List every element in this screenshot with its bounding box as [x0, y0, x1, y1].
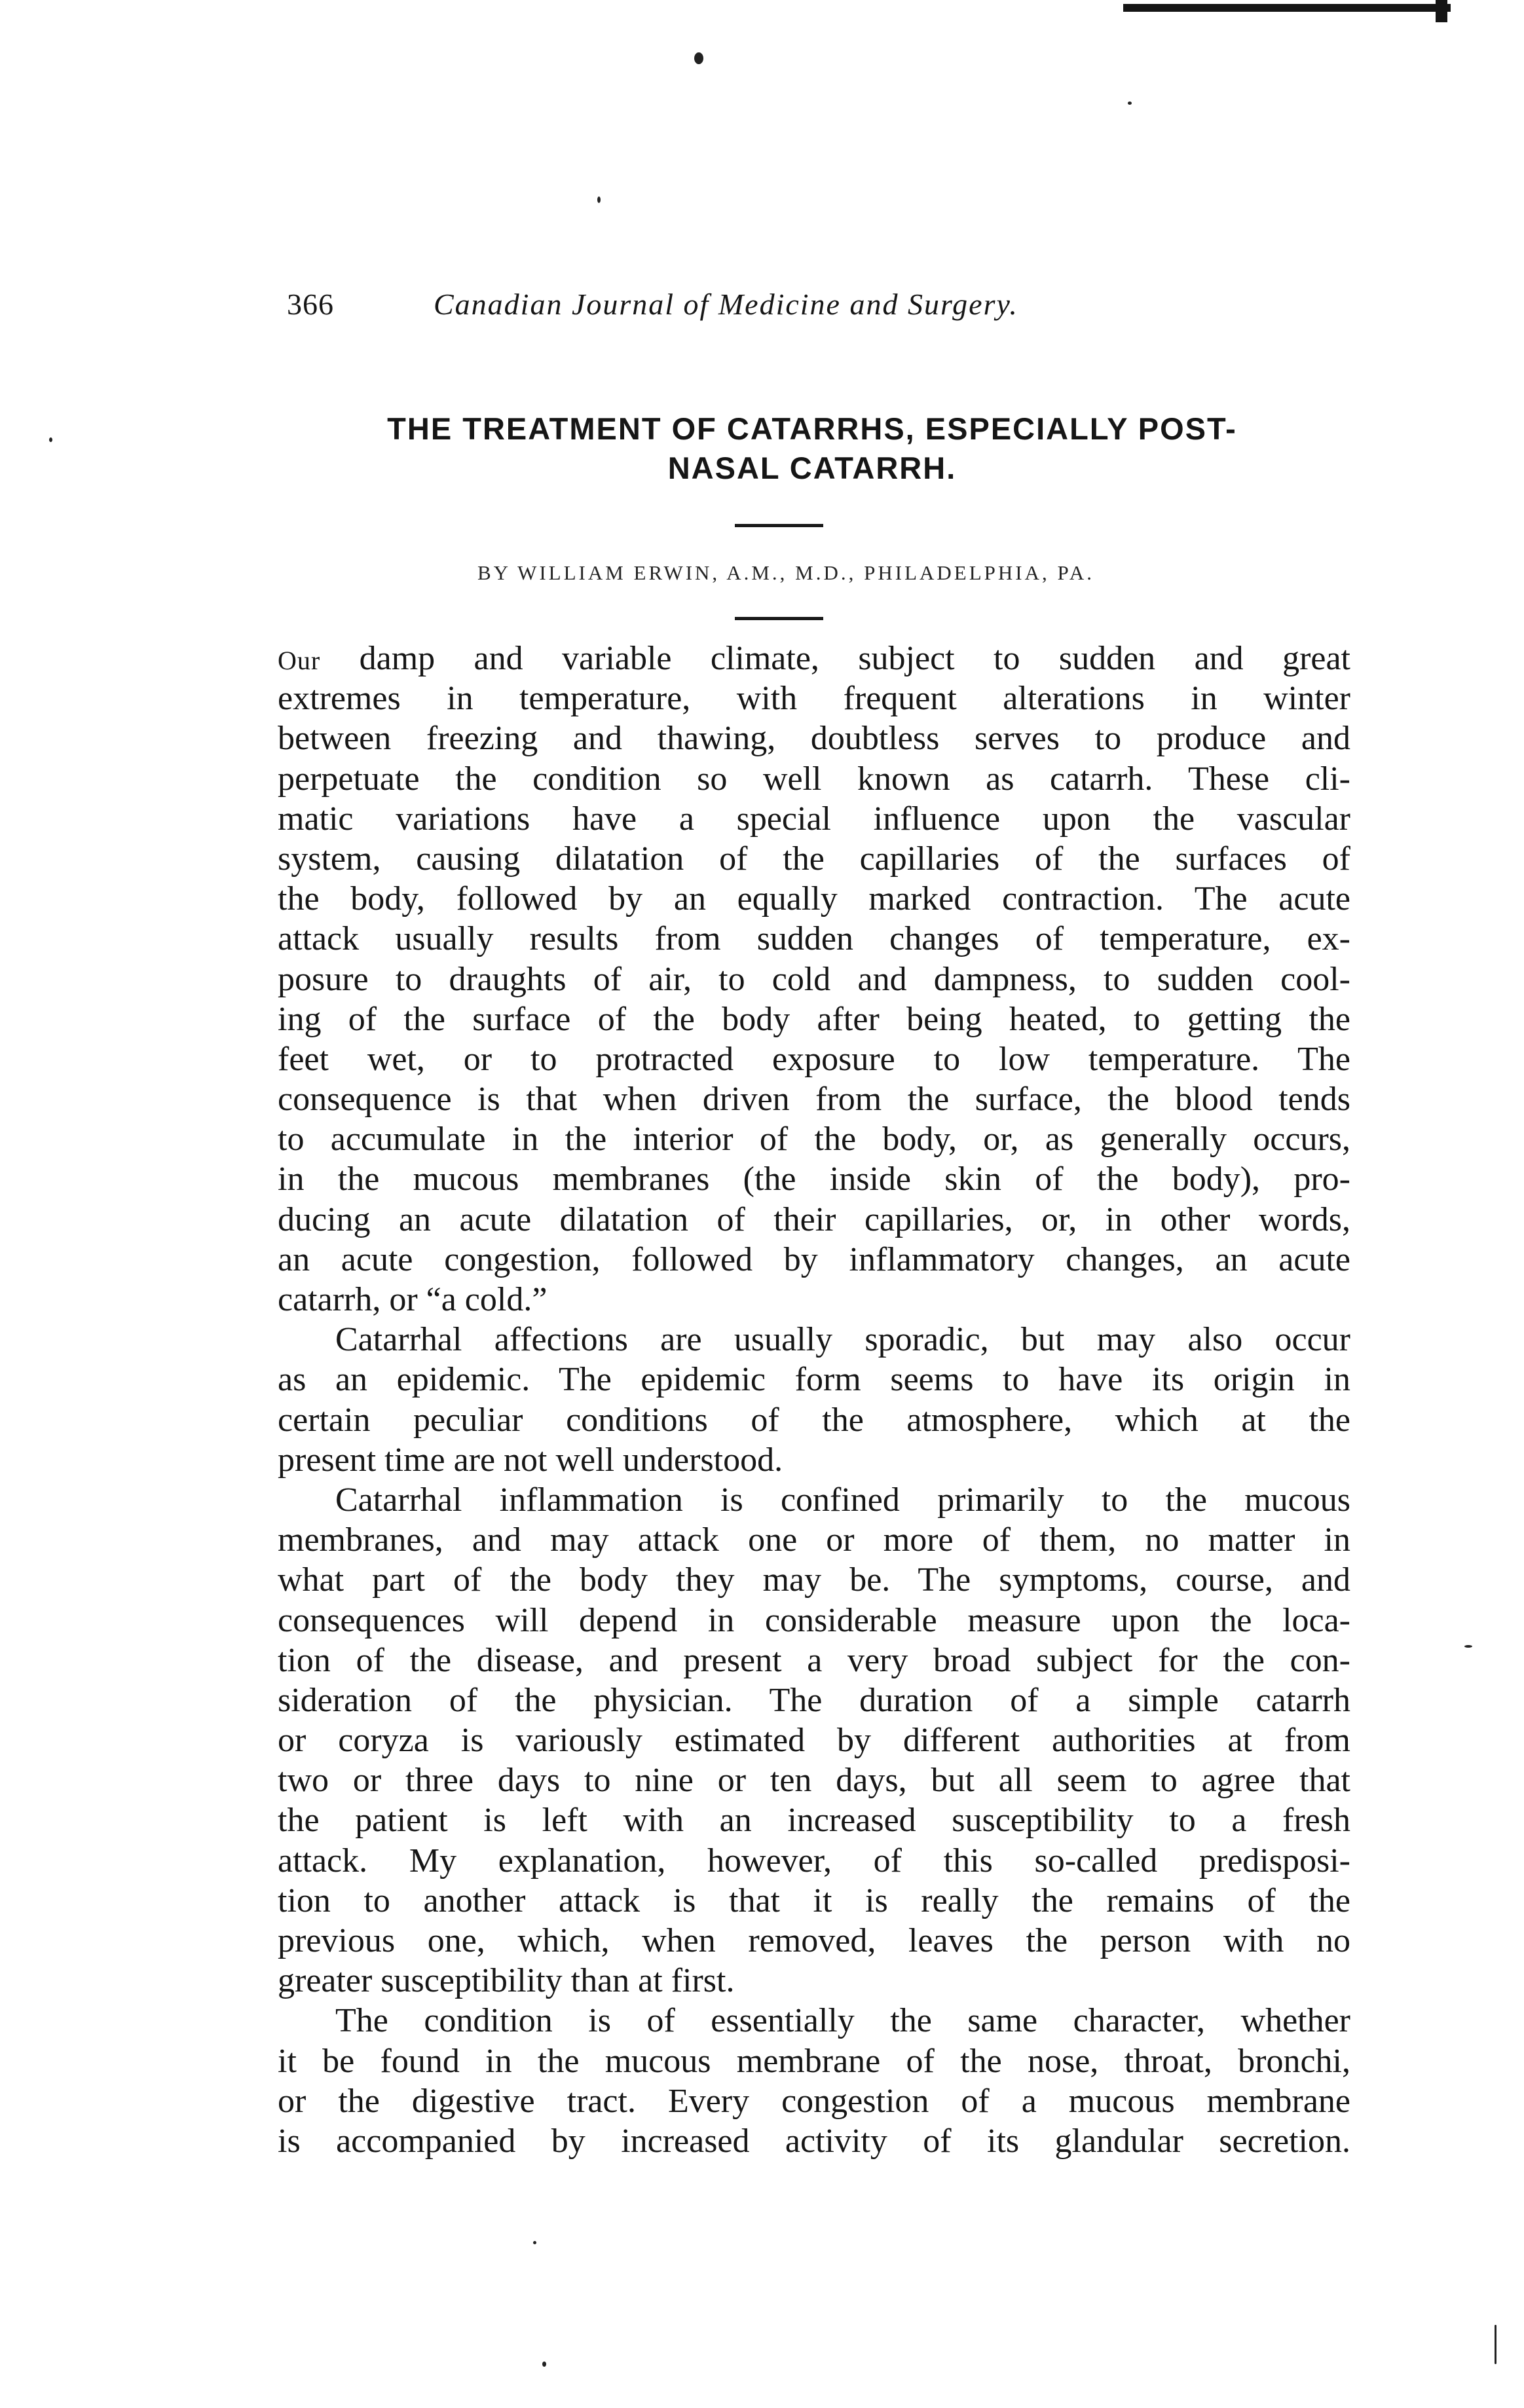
- text-line: consequence is that when driven from the surface, the blood tends: [278, 1081, 1350, 1119]
- text-line: consequences will depend in considerable measure upon the loca-: [278, 1601, 1350, 1639]
- text-line: tion of the disease, and present a very broad subject for the con-: [278, 1641, 1350, 1679]
- scan-speck: [1464, 1645, 1472, 1648]
- scan-speck: [542, 2362, 546, 2367]
- text-line: sideration of the physician. The duration of a simple catarrh: [278, 1681, 1350, 1719]
- text-line: Catarrhal affections are usually sporadic, but may also occur: [335, 1321, 1350, 1359]
- article-title-line: THE TREATMENT OF CATARRHS, ESPECIALLY POST-: [387, 411, 1237, 446]
- text-line: or coryza is variously estimated by different authorities at from: [278, 1722, 1350, 1760]
- scan-speck: [597, 196, 601, 203]
- journal-title: Canadian Journal of Medicine and Surgery.: [434, 287, 1018, 321]
- text-line: it be found in the mucous membrane of the nose, throat, bronchi,: [278, 2042, 1350, 2080]
- text-line: what part of the body they may be. The symptoms, course, and: [278, 1561, 1350, 1599]
- byline: BY WILLIAM ERWIN, A.M., M.D., PHILADELPHIA, PA.: [477, 561, 1095, 584]
- article-title-line: NASAL CATARRH.: [667, 451, 957, 485]
- text-line: [278, 639, 1350, 678]
- opening-word: Our: [278, 646, 321, 675]
- text-line: the patient is left with an increased susceptibility to a fresh: [278, 1802, 1350, 1840]
- text-line: membranes, and may attack one or more of them, no matter in: [278, 1521, 1350, 1559]
- text-line: two or three days to nine or ten days, but all seem to agree that: [278, 1762, 1350, 1800]
- text-line: The condition is of essentially the same character, whether: [335, 2002, 1350, 2040]
- scan-speck: [49, 437, 52, 442]
- text-line: ducing an acute dilatation of their capillaries, or, in other words,: [278, 1200, 1350, 1238]
- text-line: as an epidemic. The epidemic form seems to have its origin in: [278, 1361, 1350, 1399]
- text-line: feet wet, or to protracted exposure to low temperature. The: [278, 1040, 1350, 1078]
- text-line-content: damp and variable climate, subject to sudden and great: [320, 640, 1350, 677]
- text-line: matic variations have a special influence upon the vascular: [278, 800, 1350, 838]
- text-line: greater susceptibility than at first.: [278, 1962, 735, 2000]
- text-line: attack. My explanation, however, of this so-called predisposi-: [278, 1842, 1350, 1880]
- running-header: [287, 278, 1243, 331]
- text-line: or the digestive tract. Every congestion of a mucous membrane: [278, 2082, 1350, 2120]
- text-line: system, causing dilatation of the capillaries of the surfaces of: [278, 840, 1350, 878]
- text-line: attack usually results from sudden changes of temperature, ex-: [278, 920, 1350, 958]
- scan-speck: [1495, 2325, 1496, 2364]
- text-line: extremes in temperature, with frequent alterations in winter: [278, 680, 1350, 718]
- text-line: certain peculiar conditions of the atmosphere, which at the: [278, 1401, 1350, 1439]
- text-line: the body, followed by an equally marked contraction. The acute: [278, 880, 1350, 918]
- text-line: tion to another attack is that it is really the remains of the: [278, 1881, 1350, 1919]
- top-edge-rule: [1123, 4, 1451, 12]
- top-edge-rule-end: [1436, 0, 1447, 22]
- article-title: [301, 409, 1323, 488]
- text-line: in the mucous membranes (the inside skin of the body), pro-: [278, 1160, 1350, 1198]
- text-line: is accompanied by increased activity of its glandular secretion.: [278, 2122, 1350, 2160]
- text-line: between freezing and thawing, doubtless serves to produce and: [278, 720, 1350, 758]
- text-line: catarrh, or “a cold.”: [278, 1281, 548, 1318]
- text-line: an acute congestion, followed by inflammatory changes, an acute: [278, 1240, 1350, 1278]
- scan-speck: [1128, 102, 1132, 105]
- page-number: 366: [287, 287, 334, 321]
- title-divider: [735, 524, 823, 527]
- article-body: [278, 639, 1350, 2161]
- text-line: posure to draughts of air, to cold and dampness, to sudden cool-: [278, 960, 1350, 998]
- scan-speck: [694, 52, 703, 64]
- text-line: ing of the surface of the body after being heated, to getting the: [278, 1000, 1350, 1038]
- text-line: Catarrhal inflammation is confined primarily to the mucous: [335, 1481, 1350, 1519]
- byline-divider: [735, 617, 823, 620]
- text-line: perpetuate the condition so well known as catarrh. These cli-: [278, 760, 1350, 798]
- text-line: previous one, which, when removed, leaves the person with no: [278, 1922, 1350, 1959]
- text-line: present time are not well understood.: [278, 1441, 783, 1479]
- text-line: to accumulate in the interior of the body, or, as generally occurs,: [278, 1121, 1350, 1158]
- scan-speck: [533, 2241, 536, 2244]
